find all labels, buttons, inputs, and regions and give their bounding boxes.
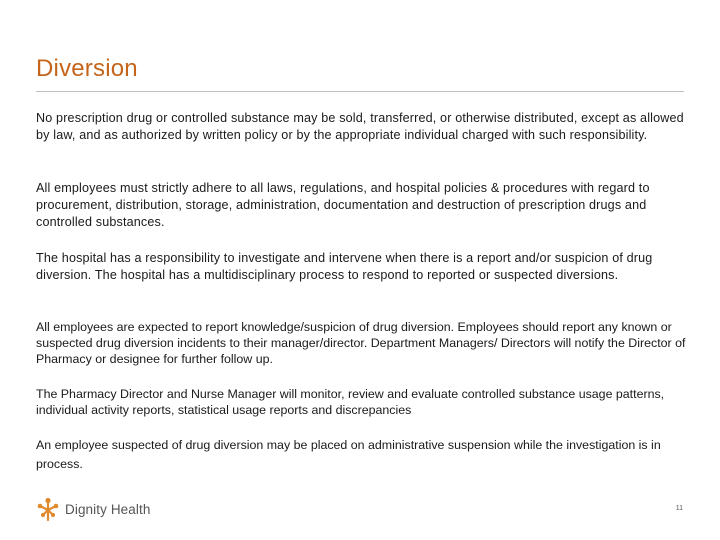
dignity-health-logo-icon	[35, 496, 61, 522]
logo-text: Dignity Health	[65, 501, 151, 517]
title-divider	[36, 91, 684, 92]
page-number: 11	[675, 505, 683, 512]
footer-logo	[35, 496, 150, 522]
paragraph-monitoring: The Pharmacy Director and Nurse Manager will monitor, review and evaluate controlled substance usage patterns, individual activity reports, statistical usage reports and discrepancies	[36, 387, 665, 417]
paragraph-prescription-policy: No prescription drug or controlled substance may be sold, transferred, or otherwise distributed, except as allowed by law, and as authorized by written policy or by the appropriate individual charged with such responsibility.	[36, 111, 684, 142]
paragraph-hospital-responsibility: The hospital has a responsibility to investigate and intervene when there is a report and/or suspicion of drug diversion. The hospital has a multidisciplinary process to respond to reported or suspected diversions.	[36, 251, 653, 282]
paragraph-suspension: An employee suspected of drug diversion may be placed on administrative suspension while the investigation is in process.	[36, 438, 661, 471]
paragraph-employee-adherence: All employees must strictly adhere to all laws, regulations, and hospital policies & procedures with regard to procurement, distribution, storage, administration, documentation and destruction of prescription drugs and controlled substances.	[36, 181, 650, 229]
paragraph-reporting: All employees are expected to report knowledge/suspicion of drug diversion. Employees should report any known or suspected drug diversion incidents to their manager/director. Department Managers/ Directors will notify the Director of Pharmacy or designee for further follow up.	[36, 320, 686, 366]
slide-title: Diversion	[36, 55, 138, 82]
